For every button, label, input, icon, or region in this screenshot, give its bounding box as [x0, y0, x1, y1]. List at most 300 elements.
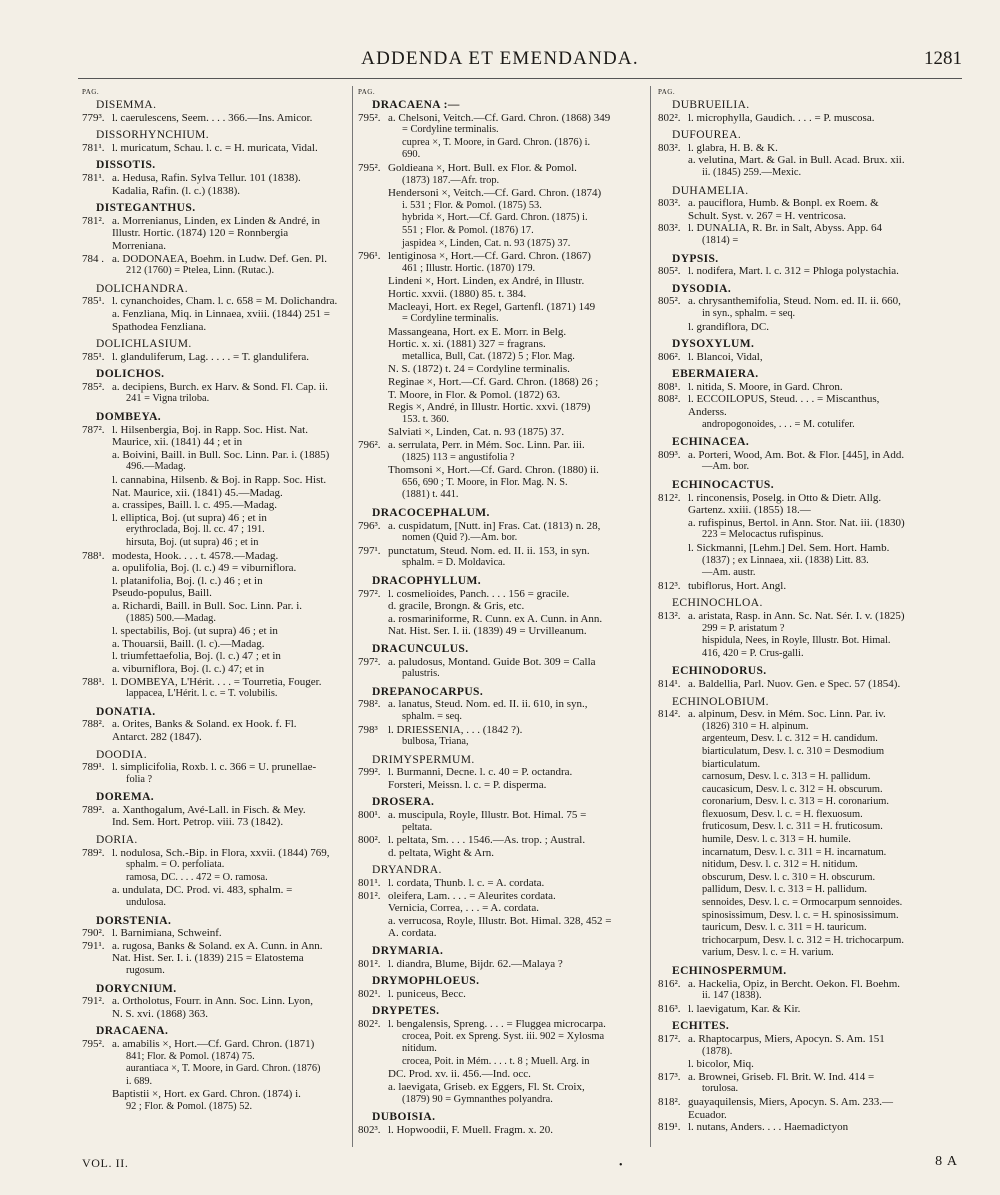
page-reference: 816². [658, 977, 681, 990]
page-reference: 801¹. [358, 877, 381, 890]
entry-line: l. muricatum, Schau. l. c. = H. muricata, Vidal. [112, 141, 318, 154]
entry-text [388, 890, 638, 940]
index-entry [82, 718, 350, 743]
page-reference: 812³. [658, 579, 681, 592]
index-entry [358, 988, 638, 1001]
entry-line: = Cordyline terminalis. [402, 124, 499, 136]
entry-line: 299 = P. aristatum ? [702, 622, 785, 634]
entry-line: a. Rhaptocarpus, Miers, Apocyn. S. Am. 151 [688, 1032, 885, 1045]
entry-line: punctatum, Steud. Nom. ed. II. ii. 153, in syn. [388, 544, 590, 557]
entry-line: a. paludosus, Montand. Guide Bot. 309 = Calla [388, 655, 596, 668]
page-reference: 791². [82, 995, 105, 1008]
index-entry [658, 449, 958, 474]
entry-line: (1825) 113 = angustifolia ? [402, 451, 515, 463]
page-reference: 798². [358, 698, 381, 711]
index-entry [82, 940, 350, 978]
entry-text [112, 112, 350, 125]
index-entry [82, 381, 350, 406]
index-entry [658, 580, 958, 593]
entry-text [388, 1124, 638, 1137]
genus-heading: DRACOCEPHALUM. [372, 507, 490, 519]
entry-line: folia ? [126, 773, 153, 785]
pag-label: PAG. [658, 88, 676, 96]
index-entry [658, 678, 958, 691]
index-entry [82, 676, 350, 701]
entry-text [112, 761, 350, 786]
entry-line: Antarct. 282 (1847). [112, 730, 202, 743]
entry-line: sphalm. = D. Moldavica. [402, 557, 506, 569]
index-entry [358, 698, 638, 723]
genus-heading: DOREMA. [96, 791, 155, 804]
entry-line: obscurum, Desv. l. c. 310 = H. obscurum. [702, 871, 876, 883]
page-reference: 789². [82, 803, 105, 816]
page-reference: 801². [358, 957, 381, 970]
entry-line: crocea, Poit. in Mém. . . . t. 8 ; Muell. Arg. in [402, 1055, 590, 1067]
index-entry [358, 809, 638, 834]
entry-line: nomen (Quid ?).—Am. bor. [402, 532, 518, 544]
entry-line: a. viburniflora, Boj. (l. c.) 47; et in [112, 662, 265, 675]
entry-text [388, 809, 638, 834]
genus-heading: DISSOTIS. [96, 159, 156, 172]
index-entry [658, 351, 958, 364]
entry-text [112, 550, 350, 676]
entry-line: l. simplicifolia, Roxb. l. c. 366 = U. prunellae- [112, 761, 317, 774]
entry-text [112, 253, 350, 278]
index-entry [82, 927, 350, 940]
index-entry [82, 550, 350, 676]
entry-line: (1826) 310 = H. alpinum. [702, 720, 809, 732]
entry-line: l. Hilsenbergia, Boj. in Rapp. Soc. Hist. Nat. [112, 423, 308, 436]
entry-line: l. nitida, S. Moore, in Gard. Chron. [688, 380, 843, 393]
entry-line: l. puniceus, Becc. [388, 987, 466, 1000]
entry-line: 241 = Vigna triloba. [126, 393, 210, 405]
pag-label: PAG. [358, 88, 376, 96]
index-entry [358, 834, 638, 859]
entry-line: l. DOMBEYA, L'Hérit. . . . = Tourretia, Fouger. [112, 675, 322, 688]
page-reference: 802². [358, 1017, 381, 1030]
entry-text [112, 940, 350, 978]
entry-line: l. peltata, Sm. . . . 1546.—As. trop. ; Austral. [388, 834, 586, 847]
entry-line: tubiflorus, Hort. Angl. [688, 579, 787, 592]
entry-line: Schult. Syst. v. 267 = H. ventricosa. [688, 209, 846, 222]
entry-line: a. serrulata, Perr. in Mém. Soc. Linn. Par. iii. [388, 439, 585, 452]
entry-line: Anderss. [688, 406, 727, 419]
entry-text [688, 1096, 958, 1121]
index-entry [358, 958, 638, 971]
entry-line: (1881) t. 441. [402, 489, 459, 501]
entry-line: 416, 420 = P. Crus-galli. [702, 647, 804, 659]
entry-line: ii. (1845) 259.—Mexic. [702, 166, 802, 178]
entry-text [688, 222, 958, 247]
entry-line: in syn., sphalm. = seq. [702, 307, 796, 319]
genus-heading: DYSOXYLUM. [672, 338, 755, 351]
entry-text [388, 588, 638, 638]
index-entry [82, 847, 350, 910]
entry-line: Reginae ×, Hort.—Cf. Gard. Chron. (1868) 26 ; [388, 376, 599, 389]
genus-heading: DROSERA. [372, 796, 435, 809]
index-entry [658, 197, 958, 222]
entry-line: undulosa. [126, 897, 166, 909]
entry-line: (1837) ; ex Linnaea, xii. (1838) Litt. 83. [702, 554, 869, 566]
page-reference: 819¹. [658, 1121, 681, 1134]
entry-line: ramosa, DC. . . . 472 = O. ramosa. [126, 871, 268, 883]
index-entry [658, 265, 958, 278]
page-reference: 803². [658, 222, 681, 235]
entry-line: (1885) 500.—Madag. [126, 612, 216, 624]
entry-line: 656, 690 ; T. Moore, in Flor. Mag. N. S. [402, 476, 568, 488]
entry-line: a. Richardi, Baill. in Bull. Soc. Linn. Par. i. [112, 599, 303, 612]
entry-line: d. peltata, Wight & Arn. [388, 846, 494, 859]
page-reference: 795². [82, 1037, 105, 1050]
page-reference: 791¹. [82, 939, 105, 952]
genus-heading: DORYCNIUM. [96, 982, 177, 995]
entry-text [112, 995, 350, 1020]
entry-line: a. Boivini, Baill. in Bull. Soc. Linn. Par. i. (1885) [112, 448, 330, 461]
entry-line: l. bengalensis, Spreng. . . . = Fluggea microcarpa. [388, 1017, 606, 1030]
genus-heading: DOODIA. [96, 748, 148, 761]
entry-line: a. amabilis ×, Hort.—Cf. Gard. Chron. (1871) [112, 1037, 315, 1050]
entry-line: l. microphylla, Gaudich. . . . = P. muscosa. [688, 111, 875, 124]
entry-line: hybrida ×, Hort.—Cf. Gard. Chron. (1875) i. [402, 212, 588, 224]
page-reference: 808¹. [658, 380, 681, 393]
entry-line: Massangeana, Hort. ex E. Morr. in Belg. [388, 325, 567, 338]
genus-heading: DOMBEYA. [96, 411, 162, 424]
genus-heading: DOLICHOS. [96, 368, 165, 381]
entry-line: aurantiaca ×, T. Moore, in Gard. Chron. (1876) [126, 1063, 321, 1075]
page-number: 1281 [924, 48, 962, 69]
entry-line: a. velutina, Mart. & Gal. in Bull. Acad. Brux. xii. [688, 154, 905, 167]
page-reference: 795². [358, 111, 381, 124]
entry-line: Morreniana. [112, 239, 167, 252]
entry-line: caucasicum, Desv. l. c. 312 = H. obscurum. [702, 783, 883, 795]
page-reference: 779³. [82, 111, 105, 124]
column-separator [352, 86, 353, 1147]
entry-line: l. rinconensis, Poselg. in Otto & Dietr. Allg. [688, 491, 882, 504]
index-entry [658, 381, 958, 394]
entry-line: Baptistii ×, Hort. ex Gard. Chron. (1874) i. [112, 1088, 301, 1101]
entry-line: a. Xanthogalum, Avé-Lall. in Fisch. & Mey. [112, 803, 306, 816]
entry-line: nitidum, Desv. l. c. 312 = H. nitidum. [702, 859, 858, 871]
genus-heading: DRIMYSPERMUM. [372, 753, 475, 766]
entry-text [112, 804, 350, 829]
index-entry [658, 112, 958, 125]
page-reference: 800¹. [358, 809, 381, 822]
entry-line: l. grandiflora, DC. [688, 320, 769, 333]
entry-line: l. cannabina, Hilsenb. & Boj. in Rapp. Soc. Hist. [112, 474, 327, 487]
page-reference: 812². [658, 491, 681, 504]
entry-line: Ind. Sem. Hort. Petrop. viii. 73 (1842). [112, 816, 284, 829]
entry-line: Goldieana ×, Hort. Bull. ex Flor. & Pomol. [388, 161, 577, 174]
entry-line: bulbosa, Triana, [402, 736, 469, 748]
entry-line: Gartenz. xxiii. (1855) 18.— [688, 504, 811, 517]
entry-line: a. Orites, Banks & Soland. ex Hook. f. Fl. [112, 718, 297, 731]
entry-line: l. glabra, H. B. & K. [688, 141, 778, 154]
entry-line: a. Thouarsii, Baill. (l. c).—Madag. [112, 637, 265, 650]
entry-text [112, 847, 350, 910]
entry-line: l. nutans, Anders. . . . Haemadictyon [688, 1121, 849, 1134]
page-reference: 787². [82, 423, 105, 436]
entry-text [688, 112, 958, 125]
index-entry [82, 142, 350, 155]
entry-line: a. muscipula, Royle, Illustr. Bot. Himal. 75 = [388, 809, 587, 822]
page-reference: 805². [658, 295, 681, 308]
entry-text [688, 265, 958, 278]
entry-line: DC. Prod. xv. ii. 456.—Ind. occ. [388, 1068, 531, 1081]
page-reference: 799². [358, 766, 381, 779]
entry-line: l. glanduliferum, Lag. . . . . = T. glandulifera. [112, 350, 310, 363]
entry-line: l. spectabilis, Boj. (ut supra) 46 ; et in [112, 625, 278, 638]
entry-text [388, 250, 638, 439]
entry-text [112, 1038, 350, 1114]
entry-line: Pseudo-populus, Baill. [112, 587, 212, 600]
page-reference: 817². [658, 1032, 681, 1045]
entry-line: argenteum, Desv. l. c. 312 = H. candidum. [702, 733, 878, 745]
entry-line: Kadalia, Rafin. (l. c.) (1838). [112, 184, 240, 197]
entry-line: ii. 147 (1838). [702, 990, 762, 1002]
page-reference: 809³. [658, 448, 681, 461]
entry-line: l. diandra, Blume, Bijdr. 62.—Malaya ? [388, 957, 563, 970]
entry-text [112, 351, 350, 364]
entry-line: a. decipiens, Burch. ex Harv. & Sond. Fl. Cap. ii. [112, 380, 328, 393]
index-entry [358, 545, 638, 570]
entry-line: lentiginosa ×, Hort.—Cf. Gard. Chron. (1867) [388, 250, 591, 263]
entry-line: biarticulatum, Desv. l. c. 310 = Desmodium [702, 745, 885, 757]
entry-line: Ecuador. [688, 1108, 727, 1121]
entry-line: Lindeni ×, Hort. Linden, ex André, in Illustr. [388, 275, 585, 288]
entry-line: Hendersoni ×, Veitch.—Cf. Gard. Chron. (1874) [388, 187, 602, 200]
index-entry [82, 995, 350, 1020]
page-reference: 788¹. [82, 549, 105, 562]
page-reference: 795². [358, 161, 381, 174]
entry-text [388, 766, 638, 791]
entry-line: a. cuspidatum, [Nutt. in] Fras. Cat. (1813) n. 28, [388, 519, 601, 532]
genus-heading: DRYMOPHLOEUS. [372, 975, 480, 988]
entry-line: Nat. Hist. Ser. I. i. (1839) 215 = Elatostema [112, 952, 304, 965]
column-separator [650, 86, 651, 1147]
page-reference: 817³. [658, 1070, 681, 1083]
entry-line: a. Baldellia, Parl. Nuov. Gen. e Spec. 57 (1854). [688, 677, 901, 690]
entry-line: 92 ; Flor. & Pomol. (1875) 52. [126, 1100, 253, 1112]
entry-text [388, 112, 638, 162]
page-reference: 802³. [358, 1123, 381, 1136]
entry-line: Spathodea Fenzliana. [112, 320, 207, 333]
genus-heading: DUFOUREA. [672, 129, 742, 142]
entry-line: tauricum, Desv. l. c. 311 = H. tauricum. [702, 922, 867, 934]
page-reference: 797². [358, 587, 381, 600]
entry-line: a. lanatus, Steud. Nom. ed. II. ii. 610, in syn., [388, 698, 588, 711]
page-reference: 813². [658, 609, 681, 622]
entry-text [688, 580, 958, 593]
index-entry [358, 439, 638, 502]
entry-line: l. cordata, Thunb. l. c. = A. cordata. [388, 877, 545, 890]
entry-text [388, 520, 638, 545]
entry-line: a. DODONAEA, Boehm. in Ludw. Def. Gen. Pl. [112, 252, 327, 265]
entry-line: trichocarpum, Desv. l. c. 312 = H. trichocarpum. [702, 934, 904, 946]
entry-line: l. nodifera, Mart. l. c. 312 = Phloga polystachia. [688, 265, 899, 278]
entry-text [688, 295, 958, 333]
entry-line: a. verrucosa, Royle, Illustr. Bot. Himal. 328, 452 = [388, 914, 612, 927]
genus-heading: DORIA. [96, 834, 138, 847]
entry-text [112, 295, 350, 333]
index-entry [658, 295, 958, 333]
entry-text [688, 381, 958, 394]
entry-line: biarticulatum. [702, 758, 761, 770]
genus-heading: DRACAENA :— [372, 99, 460, 111]
entry-text [688, 708, 958, 960]
entry-line: Hortic. xxvii. (1880) 85. t. 384. [388, 287, 527, 300]
entry-line: guayaquilensis, Miers, Apocyn. S. Am. 233.— [688, 1095, 894, 1108]
index-entry [658, 978, 958, 1003]
genus-heading: DUHAMELIA. [672, 184, 749, 197]
entry-line: a. undulata, DC. Prod. vi. 483, sphalm. = [112, 884, 293, 897]
entry-line: spinosissimum, Desv. l. c. = H. spinosissimum. [702, 909, 899, 921]
index-entry [358, 112, 638, 162]
index-entry [658, 1003, 958, 1016]
entry-line: 212 (1760) = Ptelea, Linn. (Rutac.). [126, 265, 275, 277]
index-entry [358, 1018, 638, 1106]
page-reference: 814². [658, 708, 681, 721]
page-reference: 805². [658, 265, 681, 278]
genus-heading: ECHITES. [672, 1020, 730, 1033]
entry-text [112, 424, 350, 550]
genus-heading: EBERMAIERA. [672, 368, 759, 381]
page-reference: 802¹. [358, 987, 381, 1000]
entry-text [388, 834, 638, 859]
entry-text [688, 492, 958, 580]
entry-text [388, 698, 638, 723]
entry-line: andropogonoides, . . . = M. cotulifer. [702, 418, 855, 430]
genus-heading: DUBOISIA. [372, 1111, 436, 1124]
entry-line: a. Brownei, Griseb. Fl. Brit. W. Ind. 414 = [688, 1070, 875, 1083]
entry-line: peltata. [402, 821, 433, 833]
page-reference: 789². [82, 846, 105, 859]
page-reference: 818². [658, 1095, 681, 1108]
entry-line: a. rosmariniforme, R. Cunn. ex A. Cunn. in Ann. [388, 612, 603, 625]
entry-line: —Am. austr. [702, 567, 756, 579]
genus-heading: DYSODIA. [672, 282, 732, 295]
entry-line: l. Burmanni, Decne. l. c. 40 = P. octandra. [388, 766, 573, 779]
entry-line: Thomsoni ×, Hort.—Cf. Gard. Chron. (1880) ii. [388, 464, 599, 477]
entry-line: l. laevigatum, Kar. & Kir. [688, 1002, 801, 1015]
entry-line: crocea, Poit. ex Spreng. Syst. iii. 902 = Xylosma [402, 1030, 605, 1042]
entry-line: a. pauciflora, Humb. & Bonpl. ex Roem. & [688, 197, 879, 210]
page-reference: 781². [82, 214, 105, 227]
entry-line: a. chrysanthemifolia, Steud. Nom. ed. II. ii. 660, [688, 295, 901, 308]
genus-heading: ECHINOCHLOA. [672, 597, 763, 610]
genus-heading: DISSORHYNCHIUM. [96, 129, 210, 142]
running-title: ADDENDA ET EMENDANDA. [361, 48, 639, 69]
index-entry [358, 877, 638, 890]
entry-text [112, 172, 350, 197]
entry-line: T. Moore, in Flor. & Pomol. (1872) 63. [388, 388, 561, 401]
index-entry [658, 1071, 958, 1096]
page-reference: 790². [82, 927, 105, 940]
page-reference: 784 . [82, 252, 104, 265]
index-entry [658, 1121, 958, 1134]
entry-line: l. Sickmanni, [Lehm.] Del. Sem. Hort. Hamb. [688, 542, 890, 554]
page-reference: 808². [658, 393, 681, 406]
index-entry [658, 492, 958, 580]
column-3 [658, 88, 958, 1134]
entry-line: l. cynanchoides, Cham. l. c. 658 = M. Dolichandra. [112, 295, 338, 308]
index-entry [82, 295, 350, 333]
page-reference: 785¹. [82, 295, 105, 308]
entry-line: varium, Desv. l. c. = H. varium. [702, 947, 834, 959]
entry-line: l. triumfettaefolia, Boj. (l. c.) 47 ; et in [112, 650, 281, 663]
entry-line: lappacea, L'Hérit. l. c. = T. volubilis. [126, 688, 278, 700]
entry-line: (1873) 187.—Afr. trop. [402, 174, 500, 186]
entry-line: (1879) 90 = Gymnanthes polyandra. [402, 1093, 553, 1105]
entry-line: Nat. Hist. Ser. I. ii. (1839) 49 = Urvilleanum. [388, 625, 587, 638]
entry-line: l. nodulosa, Sch.-Bip. in Flora, xxvii. (1844) 769, [112, 846, 330, 859]
entry-text [112, 676, 350, 701]
entry-line: 690. [402, 149, 421, 161]
page-reference: 785¹. [82, 350, 105, 363]
entry-line: l. Hopwoodii, F. Muell. Fragm. x. 20. [388, 1123, 554, 1136]
page-reference: 796³. [358, 519, 381, 532]
entry-line: Regis ×, André, in Illustr. Hortic. xxvi. (1879) [388, 401, 591, 414]
entry-line: sphalm. = seq. [402, 710, 463, 722]
entry-text [112, 927, 350, 940]
entry-line: metallica, Bull, Cat. (1872) 5 ; Flor. Mag. [402, 350, 575, 362]
entry-text [688, 678, 958, 691]
genus-heading: DISTEGANTHUS. [96, 202, 196, 215]
genus-heading: DUBRUEILIA. [672, 99, 750, 111]
entry-line: a. Hackelia, Opiz, in Bercht. Oekon. Fl. Boehm. [688, 977, 901, 990]
index-entry [658, 610, 958, 660]
entry-line: a. laevigata, Griseb. ex Eggers, Fl. St. Croix, [388, 1080, 585, 1093]
entry-text [388, 1018, 638, 1106]
page-reference: 781¹. [82, 141, 105, 154]
footer-mark: • [619, 1160, 623, 1171]
entry-line: a. rugosa, Banks & Soland. ex A. Cunn. in Ann. [112, 939, 323, 952]
page-reference: 781¹. [82, 171, 105, 184]
entry-line: l. platanifolia, Boj. (l. c.) 46 ; et in [112, 574, 263, 587]
entry-line: a. alpinum, Desv. in Mém. Soc. Linn. Par. iv. [688, 708, 886, 721]
entry-line: l. DUNALIA, R. Br. in Salt, Abyss. App. 64 [688, 222, 883, 235]
index-entry [82, 1038, 350, 1114]
entry-text [112, 142, 350, 155]
entry-line: a. Porteri, Wood, Am. Bot. & Flor. [445], in Add. [688, 448, 905, 461]
page-reference: 798³ [358, 723, 378, 736]
entry-line: flexuosum, Desv. l. c. = H. flexuosum. [702, 808, 863, 820]
column-2 [358, 88, 638, 1136]
entry-text [388, 439, 638, 502]
index-entry [358, 1124, 638, 1137]
genus-heading: DREPANOCARPUS. [372, 685, 484, 698]
page-reference: 789¹. [82, 761, 105, 774]
column-1 [82, 88, 350, 1114]
entry-line: cuprea ×, T. Moore, in Gard. Chron. (1876) i. [402, 136, 591, 148]
entry-line: a. aristata, Rasp. in Ann. Sc. Nat. Sér. I. v. (1825) [688, 609, 905, 622]
genus-heading: DOLICHLASIUM. [96, 338, 192, 351]
index-entry [658, 1096, 958, 1121]
page-reference: 801². [358, 889, 381, 902]
index-entry [658, 222, 958, 247]
index-entry [82, 172, 350, 197]
entry-line: rugosum. [126, 965, 165, 976]
page-reference: 802². [658, 111, 681, 124]
page-reference: 785². [82, 380, 105, 393]
entry-line: carnosum, Desv. l. c. 313 = H. pallidum. [702, 771, 871, 783]
entry-line: 496.—Madag. [126, 461, 186, 473]
index-entry [358, 890, 638, 940]
entry-line: oleifera, Lam. . . . = Aleurites cordata. [388, 889, 556, 902]
index-entry [658, 1033, 958, 1071]
index-entry [658, 708, 958, 960]
volume-label: VOL. II. [82, 1156, 129, 1170]
entry-line: A. cordata. [388, 927, 437, 940]
